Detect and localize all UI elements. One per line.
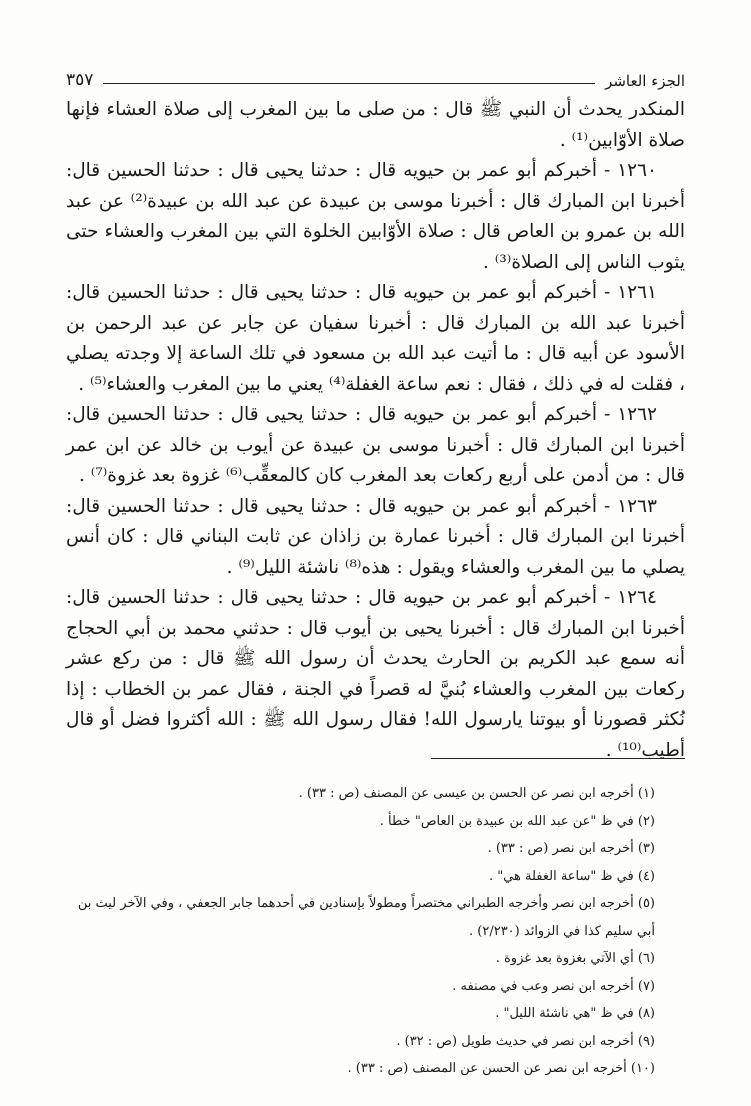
running-title: الجزء العاشر	[605, 72, 685, 90]
hadith-1261: ١٢٦١ - أخبركم أبو عمر بن حيويه قال : حدثنا يحيى قال : حدثنا الحسين قال: أخبرنا عبد الله بن المبارك قال : أخبرنا سفيان عن جابر عن عبد الرحمن بن الأسود عن أبيه قال : ما أتيت عبد الله بن مسعود في تلك الساعة إلا وجدته يصلي ، فقلت له في ذلك ، فقال : نعم ساعة الغفلة⁽⁴⁾ يعني ما بين المغرب والعشاء⁽⁵⁾ .	[66, 282, 685, 395]
footnote: (٢) في ظ "عن عبد الله بن عبيدة بن العاص" خطأ .	[379, 813, 655, 829]
footnote: (٨) في ظ "هي ناشئة الليل" .	[495, 1006, 655, 1021]
main-text	[66, 95, 685, 766]
footnote: (٣) أخرجه ابن نصر (ص : ٣٣) .	[487, 841, 655, 856]
footnote: (١) أخرجه ابن نصر عن الحسن بن عيسى عن المصنف (ص : ٣٣) .	[298, 786, 655, 801]
page-number: ٣٥٧	[66, 70, 94, 90]
footnote: (٦) أي الآتي بغزوة بعد غزوة .	[495, 951, 655, 966]
footnote-separator	[431, 758, 685, 759]
footnote: (٩) أخرجه ابن نصر في حديث طويل (ص : ٣٢) .	[396, 1033, 655, 1049]
hadith-1262: ١٢٦٢ - أخبركم أبو عمر بن حيويه قال : حدثنا يحيى قال : حدثنا الحسين قال: أخبرنا ابن المبارك قال : أخبرنا موسى بن عبيدة عن أيوب بن خالد عن ابن عمر قال : من أدمن على أربع ركعات بعد المغرب كان كالمعقِّب⁽⁶⁾ غزوة بعد غزوة⁽⁷⁾ .	[66, 404, 685, 486]
page-header	[66, 62, 685, 90]
footnote: (١٠) أخرجه ابن نصر عن الحسن عن المصنف (ص : ٣٣) .	[347, 1061, 655, 1076]
footnote: (٤) في ظ "ساعة الغفلة هي" .	[488, 868, 655, 884]
footnote: (٥) أخرجه ابن نصر وأخرجه الطبراني مختصراً ومطولاً بإسنادين في أحدهما جابر الجعفي ، وفي الآخر ليث بن أبي سليم كذا في الزوائد (٢/٢٣٠) .	[77, 896, 655, 939]
continuation-paragraph: المنكدر يحدث أن النبي ﷺ قال : من صلى ما بين المغرب إلى صلاة العشاء فإنها صلاة الأوّابين⁽¹⁾ .	[66, 99, 685, 151]
header-rule	[103, 83, 595, 84]
hadith-1260: ١٢٦٠ - أخبركم أبو عمر بن حيويه قال : حدثنا يحيى قال : حدثنا الحسين قال: أخبرنا ابن المبارك قال : أخبرنا موسى بن عبيدة عن عبد الله بن عبيدة⁽²⁾ عن عبد الله بن عمرو بن العاص قال : صلاة الأوّابين الخلوة التي بين المغرب والعشاء حتى يثوب الناس إلى الصلاة⁽³⁾ .	[66, 160, 685, 273]
footnote: (٧) أخرجه ابن نصر وعب في مصنفه .	[452, 978, 655, 994]
hadith-1263: ١٢٦٣ - أخبركم أبو عمر بن حيويه قال : حدثنا يحيى قال : حدثنا الحسين قال: أخبرنا ابن المبارك قال : أخبرنا عمارة بن زاذان عن ثابت البناني قال : كان أنس يصلي ما بين المغرب والعشاء ويقول : هذه⁽⁸⁾ ناشئة الليل⁽⁹⁾ .	[66, 495, 685, 578]
hadith-1264: ١٢٦٤ - أخبركم أبو عمر بن حيويه قال : حدثنا يحيى قال : حدثنا الحسين قال: أخبرنا ابن المبارك قال : أخبرنا يحيى بن أيوب قال : حدثني محمد بن أبي الحجاج أنه سمع عبد الكريم بن الحارث يحدث أن رسول الله ﷺ قال : من ركع عشر ركعات بين المغرب والعشاء بُنيَّ له قصراً في الجنة ، فقال عمر بن الخطاب : إذا نُكثر قصورنا أو بيوتنا يارسول الله! فقال رسول الله ﷺ : الله أكثروا فضل أو قال أطيب⁽¹⁰⁾ .	[66, 587, 685, 761]
footnotes	[66, 780, 685, 1083]
